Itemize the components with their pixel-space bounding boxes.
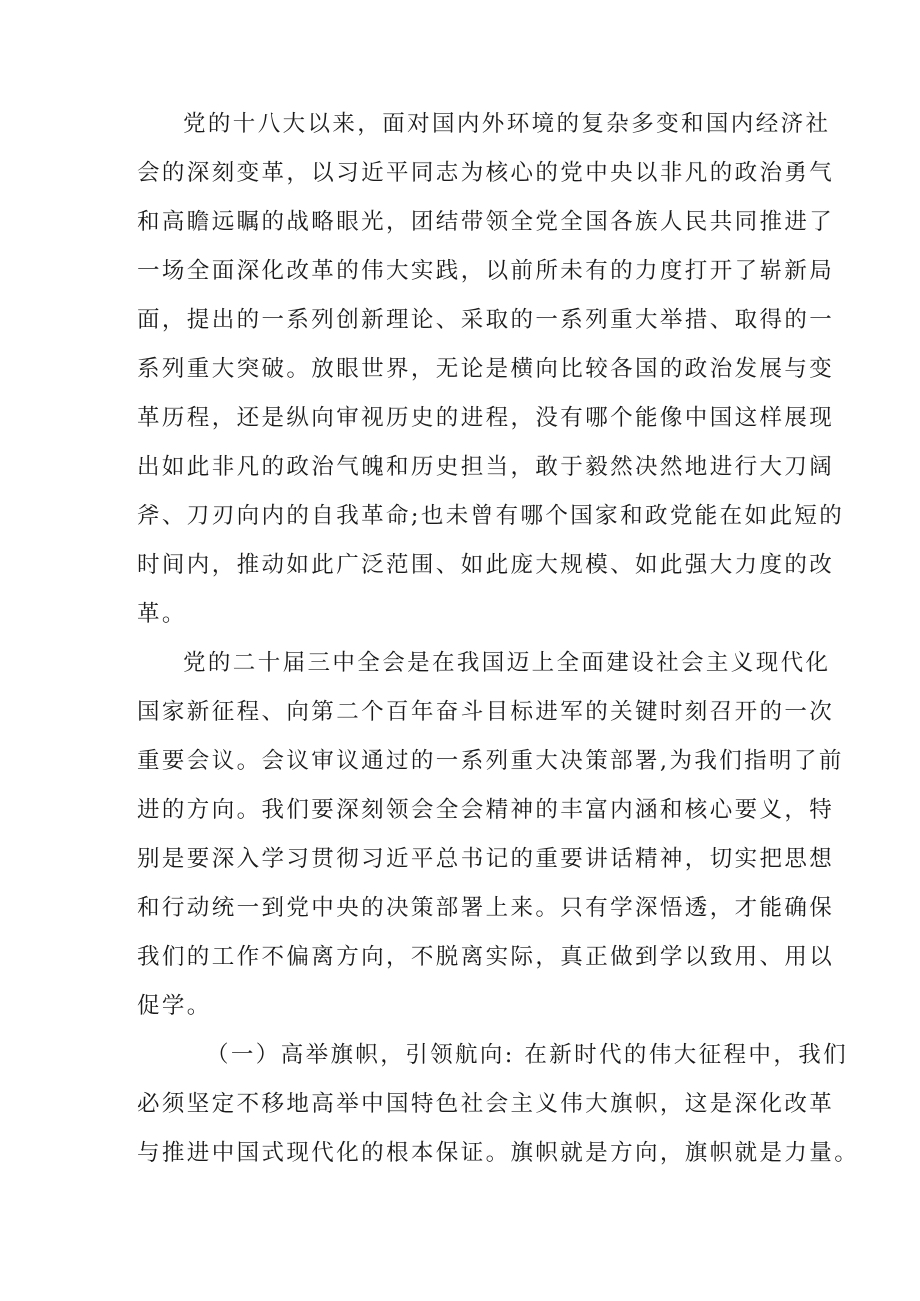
text-line: 促学。 bbox=[137, 993, 212, 1019]
paragraph-2 bbox=[137, 639, 844, 1031]
text-line: 与推进中国式现代化的根本保证。旗帜就是方向，旗帜就是力量。 bbox=[137, 1140, 860, 1166]
text-line: 革。 bbox=[137, 601, 187, 627]
text-line: 党的十八大以来，面对国内外环境的复杂多变和国内经济社 bbox=[183, 111, 831, 137]
text-line: 党的二十届三中全会是在我国迈上全面建设社会主义现代化 bbox=[183, 650, 831, 676]
text-line: 必须坚定不移地高举中国特色社会主义伟大旗帜，这是深化改革 bbox=[137, 1091, 835, 1117]
text-line: 出如此非凡的政治气魄和历史担当，敢于毅然决然地进行大刀阔 bbox=[137, 454, 835, 480]
text-line: 别是要深入学习贯彻习近平总书记的重要讲话精神，切实把思想 bbox=[137, 846, 835, 872]
text-line: 一场全面深化改革的伟大实践，以前所未有的力度打开了崭新局 bbox=[137, 258, 835, 284]
paragraph-3 bbox=[137, 1031, 860, 1178]
text-line: 革历程，还是纵向审视历史的进程，没有哪个能像中国这样展现 bbox=[137, 405, 835, 431]
paragraph-1 bbox=[137, 100, 845, 639]
text-line: 面，提出的一系列创新理论、采取的一系列重大举措、取得的一 bbox=[137, 307, 835, 333]
text-line: 和高瞻远瞩的战略眼光，团结带领全党全国各族人民共同推进了 bbox=[137, 209, 835, 235]
text-line: 国家新征程、向第二个百年奋斗目标进军的关键时刻召开的一次 bbox=[137, 699, 835, 725]
text-line: 会的深刻变革，以习近平同志为核心的党中央以非凡的政治勇气 bbox=[137, 160, 835, 186]
text-line: 系列重大突破。放眼世界，无论是横向比较各国的政治发展与变 bbox=[137, 356, 835, 382]
text-line: 和行动统一到党中央的决策部署上来。只有学深悟透，才能确保 bbox=[137, 895, 835, 921]
text-line: 斧、刀刃向内的自我革命;也未曾有哪个国家和政党能在如此短的 bbox=[137, 503, 845, 529]
text-line: （一）高举旗帜，引领航向: 在新时代的伟大征程中，我们 bbox=[206, 1042, 849, 1068]
text-line: 进的方向。我们要深刻领会全会精神的丰富内涵和核心要义，特 bbox=[137, 797, 835, 823]
text-line: 时间内，推动如此广泛范围、如此庞大规模、如此强大力度的改 bbox=[137, 552, 835, 578]
document-body bbox=[137, 100, 860, 1178]
text-line: 重要会议。会议审议通过的一系列重大决策部署,为我们指明了前 bbox=[137, 748, 844, 774]
text-line: 我们的工作不偏离方向，不脱离实际，真正做到学以致用、用以 bbox=[137, 944, 835, 970]
